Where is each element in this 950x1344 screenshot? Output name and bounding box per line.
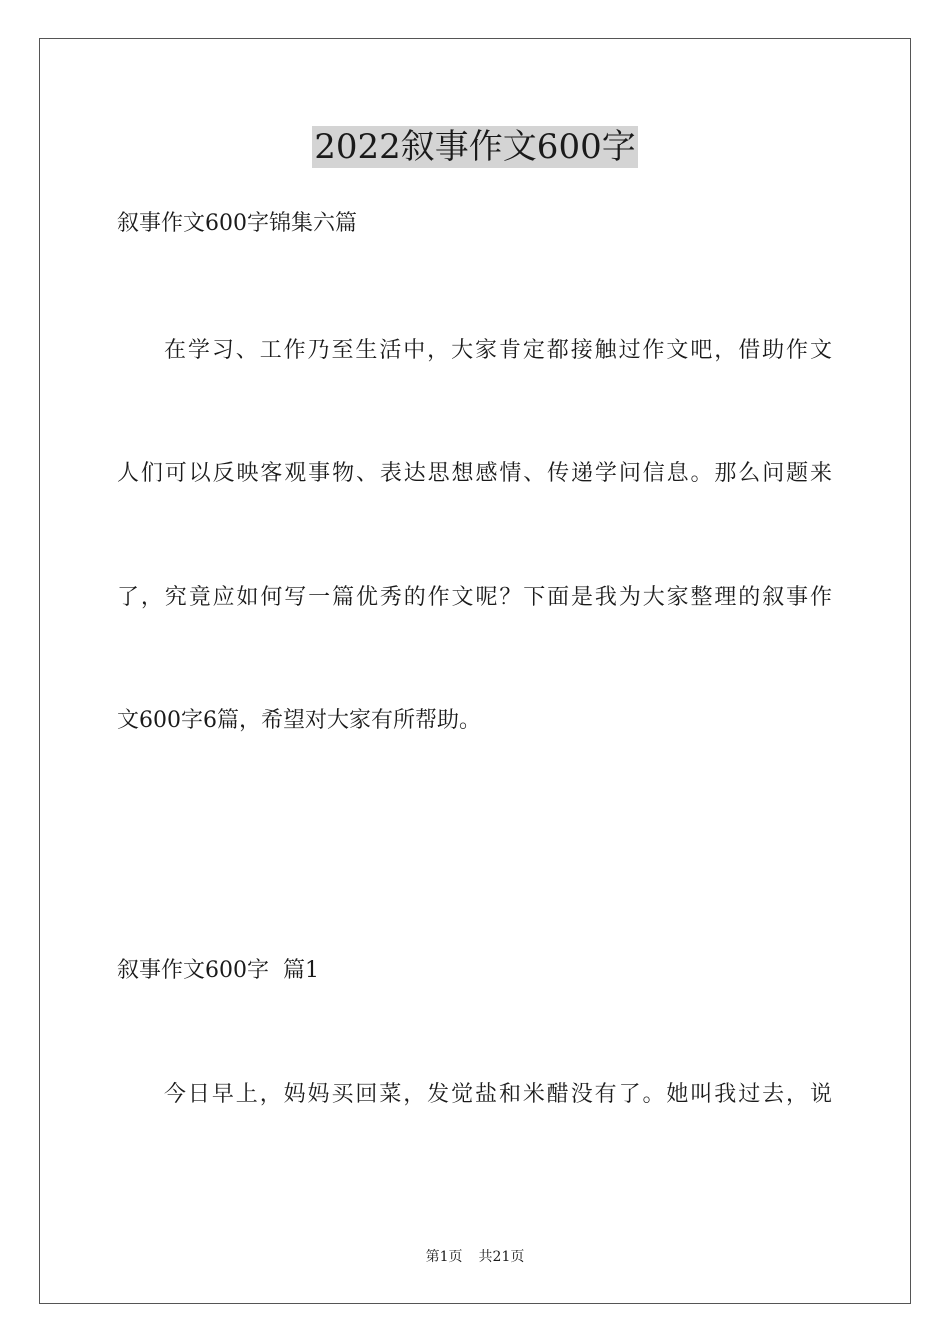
page-number-total: 共21页 xyxy=(478,1249,525,1265)
document-title: 2022叙事作文600字 xyxy=(314,127,636,167)
page-footer xyxy=(0,1247,950,1267)
section-paragraph-line: 今日早上，妈妈买回菜，发觉盐和米醋没有了。她叫我过去，说 xyxy=(164,1082,832,1107)
document-subtitle: 叙事作文600字锦集六篇 xyxy=(117,211,357,236)
title-container xyxy=(0,126,950,168)
intro-paragraph-line: 在学习、工作乃至生活中，大家肯定都接触过作文吧，借助作文 xyxy=(164,338,832,363)
intro-paragraph-line: 人们可以反映客观事物、表达思想感情、传递学问信息。那么问题来 xyxy=(117,461,832,486)
page-number-current: 第1页 xyxy=(425,1249,463,1265)
intro-paragraph-line: 文600字6篇，希望对大家有所帮助。 xyxy=(117,708,481,733)
section-heading: 叙事作文600字 篇1 xyxy=(117,958,319,983)
intro-paragraph-line: 了，究竟应如何写一篇优秀的作文呢？下面是我为大家整理的叙事作 xyxy=(117,585,832,610)
